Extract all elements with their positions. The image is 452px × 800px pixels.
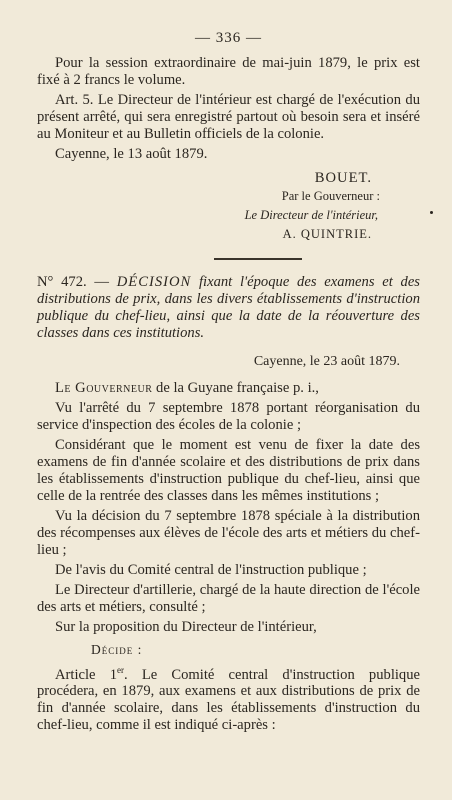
decision-subtitle: fixant l'époque des examens et des distributions de prix, dans les divers établissements d'instruction publique du chef-lieu, ainsi que la date de la réouverture des classes dans ces institutions. bbox=[37, 273, 420, 341]
paragraph-proposition: Sur la proposition du Directeur de l'intérieur, bbox=[55, 618, 317, 635]
decision-intro bbox=[37, 380, 420, 397]
ink-dot bbox=[430, 211, 433, 214]
decision-date: Cayenne, le 23 août 1879. bbox=[253, 353, 400, 369]
decision-heading bbox=[37, 274, 420, 342]
decision-title-word: DÉCISION bbox=[116, 273, 192, 290]
signature-official: A. QUINTRIE. bbox=[282, 227, 372, 241]
decide-heading: Décide : bbox=[91, 641, 143, 657]
signature-title: Le Directeur de l'intérieur, bbox=[244, 208, 378, 222]
intro-rest: de la Guyane française p. i., bbox=[152, 379, 319, 396]
intro-name: Le Gouverneur bbox=[55, 379, 153, 396]
article-prefix: Article 1 bbox=[55, 666, 117, 683]
paragraph-directeur: Le Directeur d'artillerie, chargé de la haute direction de l'école des arts et métiers, consulté ; bbox=[37, 581, 420, 615]
paragraph-article-5: Art. 5. Le Directeur de l'intérieur est chargé de l'exécution du présent arrêté, qui sera enregistré partout où besoin sera et inséré au Moniteur et au Bulletin officiels de la colonie. bbox=[37, 92, 420, 142]
paragraph-place-date: Cayenne, le 13 août 1879. bbox=[55, 146, 208, 162]
paragraph-considerant: Considérant que le moment est venu de fixer la date des examens de fin d'année scolaire et des distributions de prix dans les établissements d'instruction publique du chef-lieu, ainsi que celle de la rentrée des classes dans les mêmes institutions ; bbox=[37, 436, 420, 504]
article-superscript: er bbox=[117, 664, 124, 675]
paragraph-session-price: Pour la session extraordinaire de mai-juin 1879, le prix est fixé à 2 francs le volume. bbox=[37, 55, 420, 88]
decision-number: N° 472. — bbox=[37, 273, 117, 290]
section-divider bbox=[214, 258, 302, 260]
paragraph-article-1 bbox=[37, 662, 420, 735]
article-text: . Le Comité central d'instruction publique procédera, en 1879, aux examens et aux distributions de prix de fin d'année scolaire, dans les établissements d'instruction du chef-lieu, comme il est indiqué ci-après : bbox=[37, 666, 420, 734]
paragraph-vu-2: Vu la décision du 7 septembre 1878 spéciale à la distribution des récompenses aux élèves de l'école des arts et métiers du chef-lieu ; bbox=[37, 507, 420, 558]
paragraph-vu-1: Vu l'arrêté du 7 septembre 1878 portant réorganisation du service d'inspection des écoles de la colonie ; bbox=[37, 399, 420, 433]
paragraph-avis: De l'avis du Comité central de l'instruction publique ; bbox=[55, 561, 367, 578]
page-number: — 336 — bbox=[195, 30, 262, 46]
signature-name: BOUET. bbox=[314, 170, 372, 186]
signature-line: Par le Gouverneur : bbox=[281, 189, 380, 203]
